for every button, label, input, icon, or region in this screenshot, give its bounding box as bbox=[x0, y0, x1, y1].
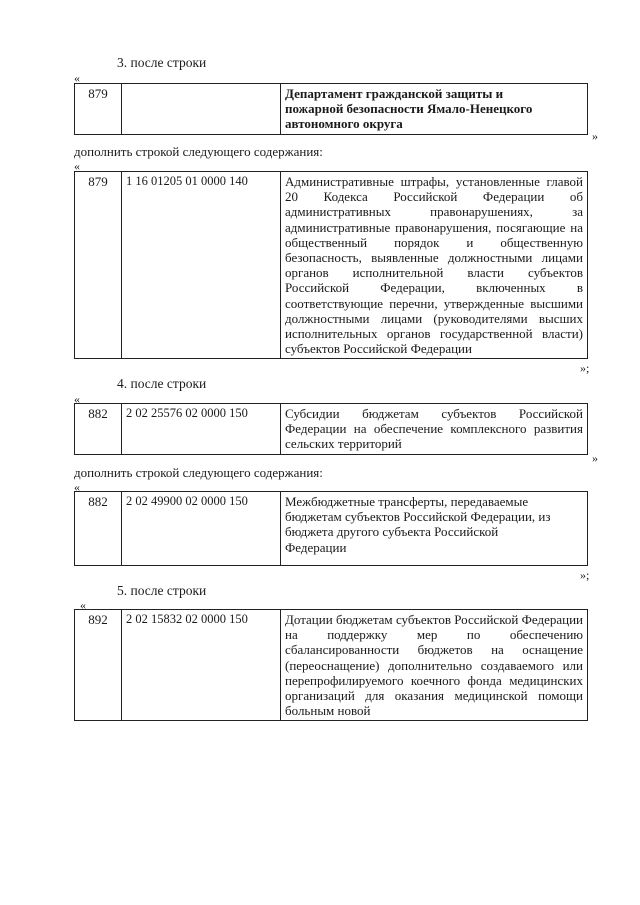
item-3-add-text: дополнить строкой следующего содержания: bbox=[74, 144, 323, 159]
row-name: Дотации бюджетам субъектов Российской Федерации на поддержку мер по обеспечению сбалансированности бюджетов на оснащение (переоснащение) дополнительно создаваемого или перепрофилируемого коечного фонда медицинских организаций для оказания медицинской помощи больным новой bbox=[281, 610, 588, 721]
row-name-line: пожарной безопасности Ямало-Ненецкого bbox=[285, 101, 533, 117]
open-quote: « bbox=[74, 159, 80, 173]
open-quote: « bbox=[80, 598, 86, 612]
row-name: Административные штрафы, установленные главой 20 Кодекса Российской Федерации об административных правонарушениях, за административные правонарушения, посягающие на общественный порядок и общественную безопасность, выявленные должностными лицами органов исполнительной власти субъектов Российской Федерации, включенных в соответствующие перечни, утвержденные высшими должностными лицами (руководителями высших исполнительных органов государственной власти) субъектов Российской Федерации bbox=[281, 172, 588, 359]
item-4-heading: 4. после строки bbox=[117, 376, 207, 391]
row-name-line: Департамент гражданской защиты и bbox=[285, 86, 504, 101]
item-4-new-row bbox=[74, 491, 588, 566]
row-kbk: 2 02 49900 02 0000 150 bbox=[122, 492, 281, 566]
close-quote: » bbox=[592, 129, 598, 143]
open-quote: « bbox=[74, 392, 80, 406]
item-4-before-row bbox=[74, 403, 588, 455]
row-name-line: Межбюджетные трансферты, передаваемые bbox=[285, 494, 529, 509]
row-kbk: 2 02 15832 02 0000 150 bbox=[122, 610, 281, 721]
row-code: 882 bbox=[75, 492, 122, 566]
row-kbk: 2 02 25576 02 0000 150 bbox=[122, 404, 281, 455]
item-5-before-row bbox=[74, 609, 588, 721]
row-code: 879 bbox=[75, 172, 122, 359]
item-4-add-text: дополнить строкой следующего содержания: bbox=[74, 465, 323, 480]
close-quote-semicolon: »; bbox=[580, 361, 590, 375]
close-quote: » bbox=[592, 451, 598, 465]
row-name-line: автономного округа bbox=[285, 116, 403, 132]
row-kbk: 1 16 01205 01 0000 140 bbox=[122, 172, 281, 359]
row-name-line: Федерации bbox=[285, 539, 347, 555]
row-name bbox=[281, 492, 588, 566]
row-name-line: бюджетам субъектов Российской Федерации, из bbox=[285, 509, 551, 525]
item-3-before-row bbox=[74, 83, 588, 135]
row-kbk bbox=[122, 84, 281, 135]
row-code: 879 bbox=[75, 84, 122, 135]
item-5-heading: 5. после строки bbox=[117, 583, 207, 598]
row-name-line: бюджета другого субъекта Российской bbox=[285, 524, 499, 540]
row-name: Субсидии бюджетам субъектов Российской Федерации на обеспечение комплексного развития сельских территорий bbox=[281, 404, 588, 455]
row-code: 892 bbox=[75, 610, 122, 721]
item-3-heading: 3. после строки bbox=[117, 55, 207, 70]
open-quote: « bbox=[74, 480, 80, 494]
row-name bbox=[281, 84, 588, 135]
item-3-new-row bbox=[74, 171, 588, 359]
row-code: 882 bbox=[75, 404, 122, 455]
close-quote-semicolon: »; bbox=[580, 568, 590, 582]
open-quote: « bbox=[74, 71, 80, 85]
